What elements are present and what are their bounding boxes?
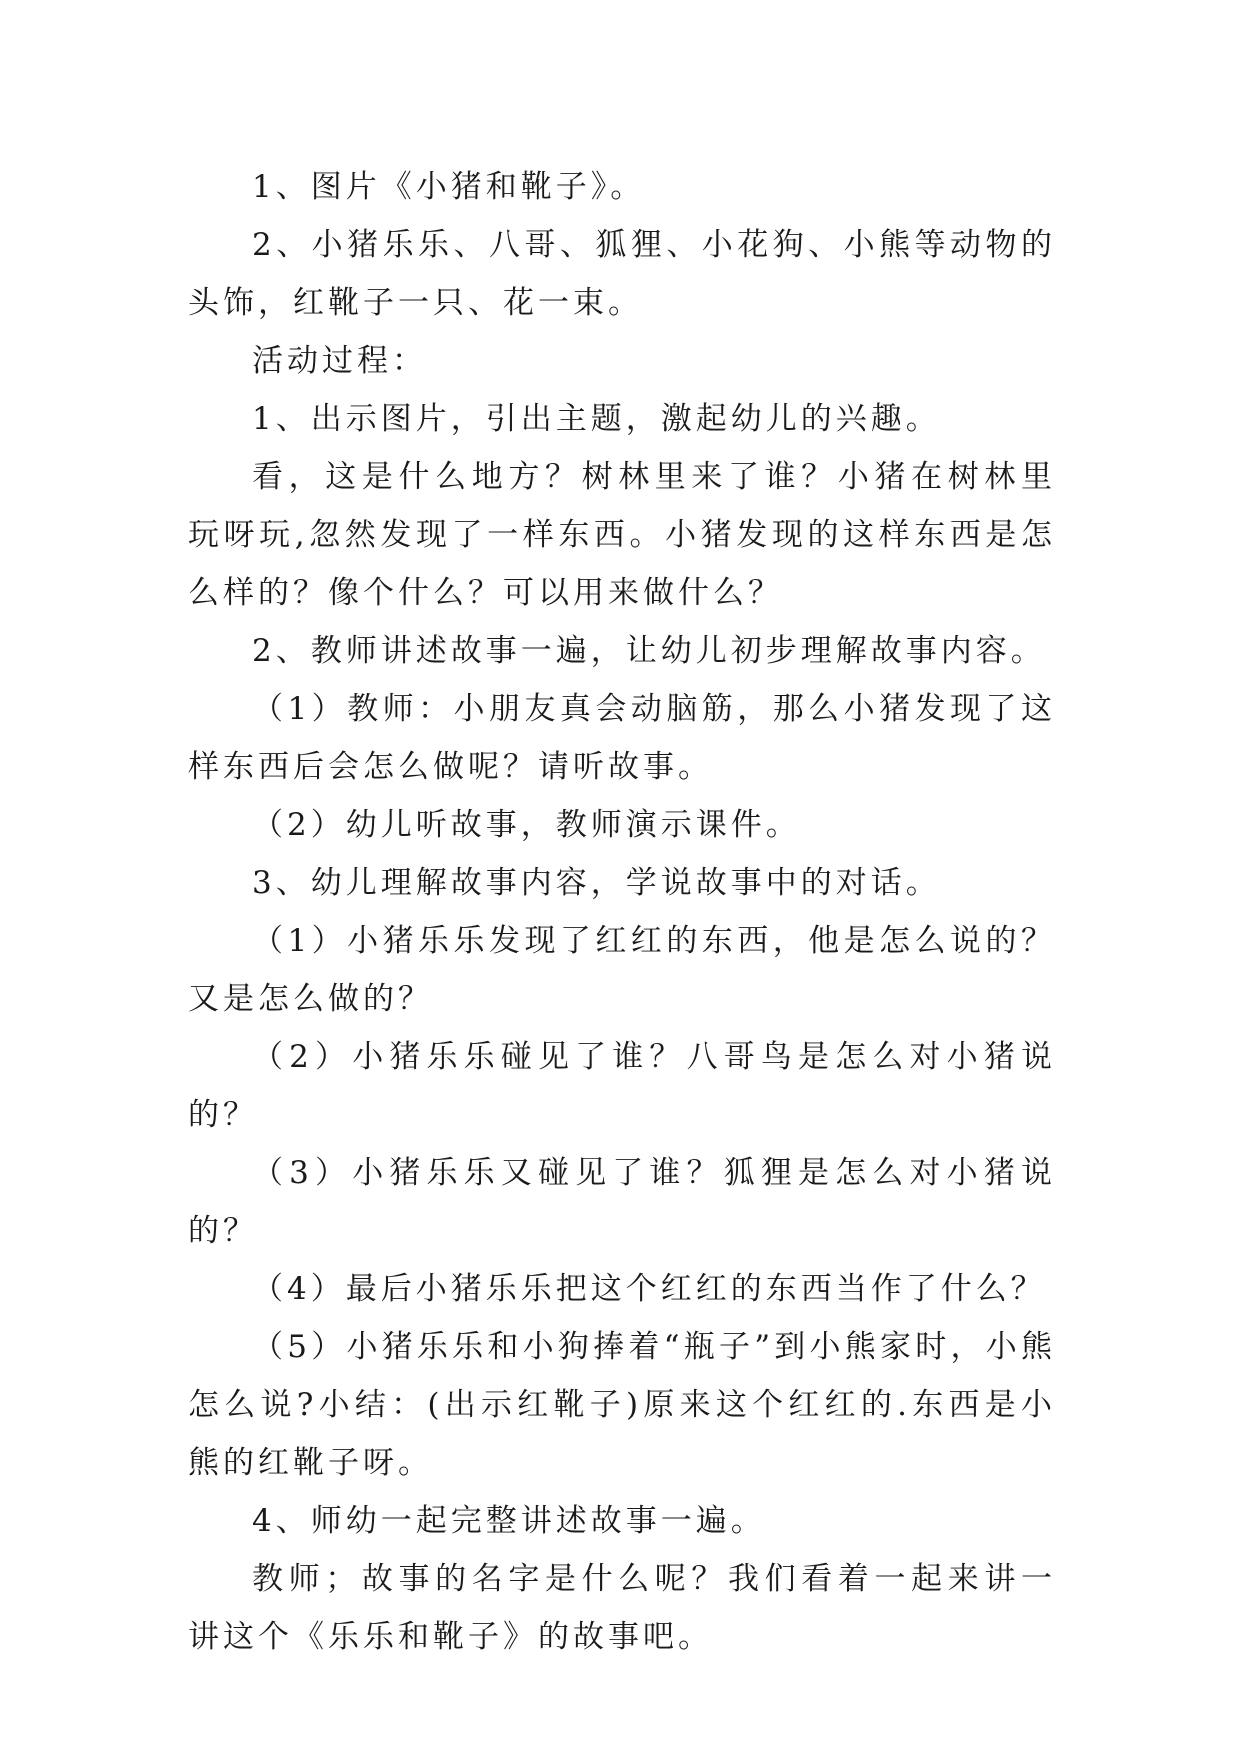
paragraph-step-2-item-2: （2）幼儿听故事，教师演示课件。: [252, 807, 801, 843]
paragraph-materials-2: 2、小猪乐乐、八哥、狐狸、小花狗、小熊等动物的头饰，红靴子一只、花一束。: [188, 227, 1056, 321]
paragraph-step-3-item-3: （3）小猪乐乐又碰见了谁？狐狸是怎么对小猪说的？: [188, 1155, 1056, 1249]
paragraph-step-2-item-1: （1）教师：小朋友真会动脑筋，那么小猪发现了这样东西后会怎么做呢？请听故事。: [188, 691, 1056, 785]
paragraph-step-3-item-1: （1）小猪乐乐发现了红红的东西，他是怎么说的？又是怎么做的？: [188, 923, 1056, 1017]
paragraph-step-3-item-2: （2）小猪乐乐碰见了谁？八哥鸟是怎么对小猪说的？: [188, 1039, 1056, 1133]
paragraph-step-2: 2、教师讲述故事一遍，让幼儿初步理解故事内容。: [252, 633, 1046, 669]
paragraph-activity-heading: 活动过程：: [252, 343, 427, 379]
paragraph-step-1: 1、出示图片，引出主题，激起幼儿的兴趣。: [252, 401, 941, 437]
paragraph-step-3-item-5: （5）小猪乐乐和小狗捧着“瓶子”到小熊家时，小熊怎么说?小结：(出示红靴子)原来这个红红的.东西是小熊的红靴子呀。: [188, 1329, 1056, 1481]
paragraph-step-3: 3、幼儿理解故事内容，学说故事中的对话。: [252, 865, 941, 901]
paragraph-step-4-teacher: 教师；故事的名字是什么呢？我们看着一起来讲一讲这个《乐乐和靴子》的故事吧。: [188, 1561, 1056, 1655]
paragraph-materials-1: 1、图片《小猪和靴子》。: [252, 169, 646, 205]
document-body: [188, 158, 1056, 1666]
paragraph-step-1-questions: 看，这是什么地方？树林里来了谁？小猪在树林里玩呀玩,忽然发现了一样东西。小猪发现的这样东西是怎么样的？像个什么？可以用来做什么？: [188, 459, 1056, 611]
paragraph-step-3-item-4: （4）最后小猪乐乐把这个红红的东西当作了什么？: [252, 1271, 1046, 1307]
paragraph-step-4: 4、师幼一起完整讲述故事一遍。: [252, 1503, 766, 1539]
